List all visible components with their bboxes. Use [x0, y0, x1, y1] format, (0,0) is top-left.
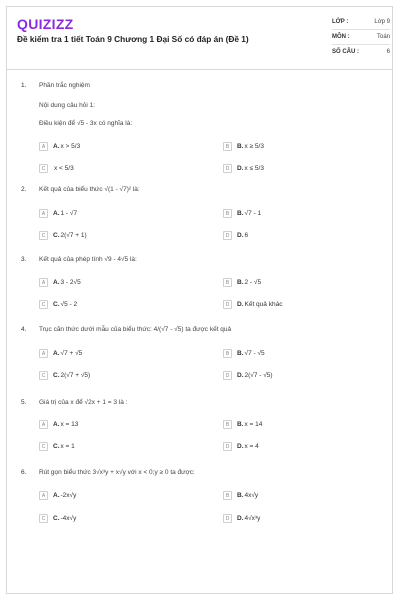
option-letter: B [223, 209, 232, 218]
option-text: x = 14 [244, 421, 263, 428]
option-letter: D [223, 514, 232, 523]
option-b[interactable] [223, 208, 261, 219]
option-label: D. [237, 232, 244, 239]
option-a[interactable] [39, 141, 80, 152]
option-label: A. [53, 350, 60, 357]
option-d[interactable] [223, 230, 248, 241]
meta-value: 6 [386, 49, 390, 55]
option-letter: C [39, 371, 48, 380]
option-text: √7 - √5 [244, 350, 265, 357]
meta-value: Toán [376, 34, 390, 40]
option-letter: C [39, 231, 48, 240]
option-c[interactable] [39, 230, 87, 241]
option-b[interactable] [223, 141, 264, 152]
question-text: Điều kiện để √5 - 3x có nghĩa là: [39, 120, 133, 127]
option-text: x = 1 [60, 443, 75, 450]
header-divider [7, 69, 392, 70]
question-number: 4. [21, 326, 27, 333]
option-text: 2 - √5 [244, 279, 262, 286]
option-label: D. [237, 372, 244, 379]
option-label: A. [53, 210, 60, 217]
option-label: D. [237, 165, 244, 172]
meta-row-class [332, 15, 390, 30]
meta-value: Lớp 9 [374, 19, 390, 25]
option-label: A. [53, 421, 60, 428]
meta-row-count [332, 45, 390, 59]
meta-label: SỐ CÂU : [332, 49, 359, 55]
option-text: -2x√y [60, 492, 77, 499]
option-text: 4√x³y [244, 515, 261, 522]
option-letter: A [39, 278, 48, 287]
option-text: x > 5/3 [60, 143, 81, 150]
meta-table [332, 15, 390, 59]
question-stem: Kết quả của biểu thức √(1 - √7)² là: [39, 186, 140, 193]
option-label: C. [53, 443, 60, 450]
option-text: √7 - 1 [244, 210, 262, 217]
option-label: D. [237, 443, 244, 450]
option-label: C. [53, 515, 60, 522]
option-text: 6 [244, 232, 249, 239]
option-label: D. [237, 515, 244, 522]
option-text: 2(√7 + √5) [60, 372, 91, 379]
question-subtitle: Nội dung câu hỏi 1: [39, 102, 96, 109]
option-label: B. [237, 421, 244, 428]
question-stem: Kết quả của phép tính √9 - 4√5 là: [39, 256, 137, 263]
option-label: B. [237, 210, 244, 217]
option-label: B. [237, 492, 244, 499]
option-letter: B [223, 278, 232, 287]
question-number: 3. [21, 256, 27, 263]
option-letter: D [223, 371, 232, 380]
option-text: 3 - 2√5 [60, 279, 81, 286]
option-text: x = 13 [60, 421, 79, 428]
option-text: √5 - 2 [60, 301, 78, 308]
option-letter: C [39, 442, 48, 451]
option-label: B. [237, 279, 244, 286]
option-letter: D [223, 164, 232, 173]
option-letter: D [223, 442, 232, 451]
option-letter: D [223, 231, 232, 240]
option-label: A. [53, 279, 60, 286]
option-label: B. [237, 350, 244, 357]
option-c[interactable] [39, 370, 90, 381]
question-stem: Rút gọn biểu thức 3√x³y + x√y với x < 0;y ≥ 0 ta được: [39, 469, 195, 476]
option-text: -4x√y [60, 515, 77, 522]
worksheet [6, 6, 393, 594]
option-label: C. [53, 301, 60, 308]
option-text: 2(√7 + 1) [60, 232, 87, 239]
option-text: x = 4 [244, 443, 259, 450]
option-letter: A [39, 142, 48, 151]
question-number: 1. [21, 82, 27, 89]
option-text: 2(√7 - √5) [244, 372, 273, 379]
option-c[interactable] [39, 299, 77, 310]
option-label: B. [237, 143, 244, 150]
option-text: 4x√y [244, 492, 259, 499]
option-d[interactable] [223, 370, 273, 381]
option-label: C. [53, 232, 60, 239]
option-text: x ≥ 5/3 [244, 143, 264, 150]
option-d[interactable] [223, 163, 264, 174]
option-letter: B [223, 349, 232, 358]
option-b[interactable] [223, 419, 262, 430]
option-letter: C [39, 300, 48, 309]
option-letter: D [223, 300, 232, 309]
option-text: 1 - √7 [60, 210, 78, 217]
question-stem: Trục căn thức dưới mẫu của biểu thức: 4/(√7 - √5) ta được kết quả [39, 326, 232, 333]
option-letter: A [39, 349, 48, 358]
option-label: A. [53, 492, 60, 499]
option-label: A. [53, 143, 60, 150]
option-label: D. [237, 301, 244, 308]
option-a[interactable] [39, 419, 78, 430]
option-letter: A [39, 209, 48, 218]
meta-label: MÔN : [332, 34, 350, 40]
meta-row-subject [332, 30, 390, 45]
question-stem: Giá trị của x để √2x + 1 = 3 là : [39, 399, 128, 406]
question-number: 2. [21, 186, 27, 193]
option-text: x < 5/3 [54, 165, 74, 172]
option-c[interactable] [39, 441, 75, 452]
page-title: Đề kiểm tra 1 tiết Toán 9 Chương 1 Đại Số có đáp án (Đề 1) [17, 34, 249, 44]
option-label: C. [53, 372, 60, 379]
option-d[interactable] [223, 299, 282, 310]
question-stem: Phần trắc nghiệm [39, 82, 90, 89]
option-a[interactable] [39, 277, 81, 288]
option-d[interactable] [223, 513, 260, 524]
option-c[interactable] [39, 163, 74, 174]
option-letter: B [223, 420, 232, 429]
option-d[interactable] [223, 441, 259, 452]
quizizz-logo: QUIZIZZ [17, 16, 74, 32]
option-b[interactable] [223, 490, 258, 501]
option-letter: C [39, 164, 48, 173]
option-letter: B [223, 142, 232, 151]
option-b[interactable] [223, 277, 261, 288]
option-letter: A [39, 491, 48, 500]
option-text: x ≤ 5/3 [244, 165, 264, 172]
option-b[interactable] [223, 348, 265, 359]
option-c[interactable] [39, 513, 76, 524]
option-letter: C [39, 514, 48, 523]
option-a[interactable] [39, 490, 76, 501]
question-number: 5. [21, 399, 27, 406]
option-a[interactable] [39, 208, 77, 219]
option-letter: A [39, 420, 48, 429]
option-letter: B [223, 491, 232, 500]
option-a[interactable] [39, 348, 82, 359]
question-number: 6. [21, 469, 27, 476]
option-text: √7 + √5 [60, 350, 83, 357]
option-text: Kết quả khác [244, 301, 283, 308]
meta-label: LỚP : [332, 19, 349, 25]
